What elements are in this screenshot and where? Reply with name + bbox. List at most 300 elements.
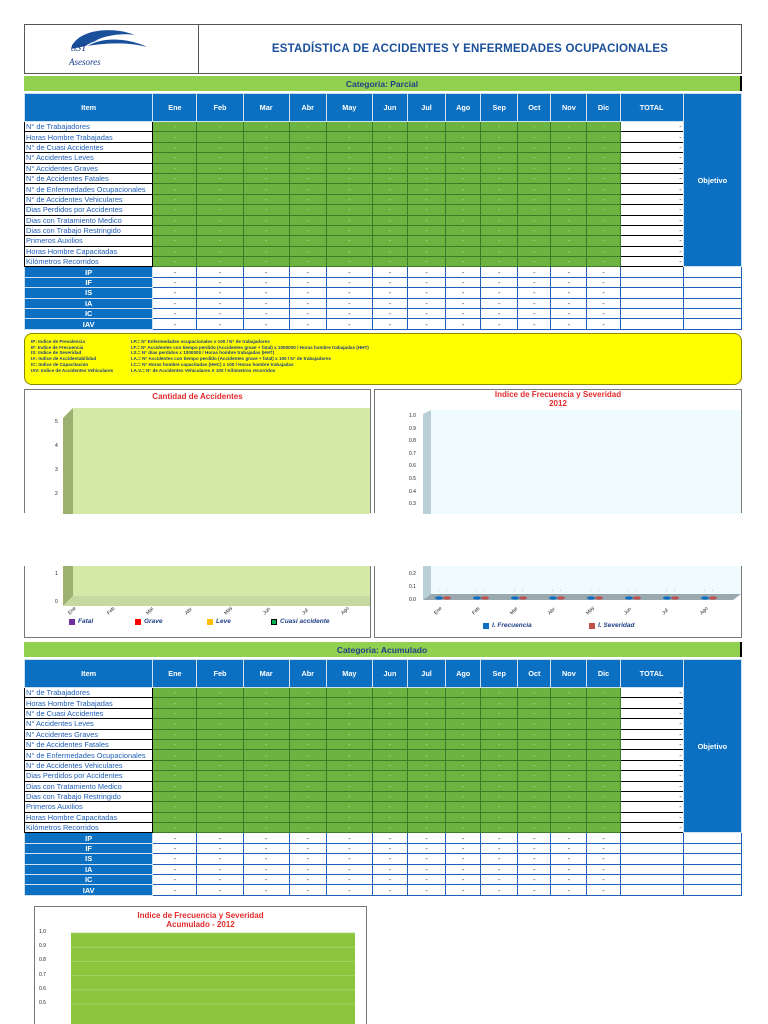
month-input-cell[interactable]: -: [197, 225, 243, 235]
month-input-cell[interactable]: -: [408, 194, 446, 204]
month-input-cell[interactable]: -: [243, 122, 289, 132]
month-input-cell[interactable]: -: [289, 781, 326, 791]
month-input-cell[interactable]: -: [446, 688, 481, 698]
month-input-cell[interactable]: -: [551, 719, 587, 729]
month-input-cell[interactable]: -: [289, 812, 326, 822]
month-input-cell[interactable]: -: [372, 729, 407, 739]
month-input-cell[interactable]: -: [326, 257, 372, 267]
month-input-cell[interactable]: -: [446, 750, 481, 760]
month-input-cell[interactable]: -: [243, 225, 289, 235]
month-input-cell[interactable]: -: [446, 257, 481, 267]
month-input-cell[interactable]: -: [587, 698, 620, 708]
month-input-cell[interactable]: -: [197, 194, 243, 204]
month-input-cell[interactable]: -: [243, 215, 289, 225]
month-input-cell[interactable]: -: [372, 173, 407, 183]
month-input-cell[interactable]: -: [446, 791, 481, 801]
month-input-cell[interactable]: -: [289, 153, 326, 163]
month-input-cell[interactable]: -: [243, 812, 289, 822]
month-input-cell[interactable]: -: [243, 823, 289, 833]
month-input-cell[interactable]: -: [153, 163, 197, 173]
month-input-cell[interactable]: -: [197, 688, 243, 698]
month-input-cell[interactable]: -: [551, 142, 587, 152]
month-input-cell[interactable]: -: [587, 163, 620, 173]
month-input-cell[interactable]: -: [481, 122, 518, 132]
month-input-cell[interactable]: -: [326, 205, 372, 215]
month-input-cell[interactable]: -: [587, 194, 620, 204]
month-input-cell[interactable]: -: [372, 771, 407, 781]
month-input-cell[interactable]: -: [289, 246, 326, 256]
month-input-cell[interactable]: -: [153, 812, 197, 822]
month-input-cell[interactable]: -: [446, 781, 481, 791]
month-input-cell[interactable]: -: [326, 791, 372, 801]
month-input-cell[interactable]: -: [446, 122, 481, 132]
month-input-cell[interactable]: -: [587, 205, 620, 215]
month-input-cell[interactable]: -: [481, 688, 518, 698]
month-input-cell[interactable]: -: [243, 246, 289, 256]
month-input-cell[interactable]: -: [481, 729, 518, 739]
month-input-cell[interactable]: -: [551, 153, 587, 163]
month-input-cell[interactable]: -: [243, 698, 289, 708]
month-input-cell[interactable]: -: [326, 708, 372, 718]
month-input-cell[interactable]: -: [243, 791, 289, 801]
month-input-cell[interactable]: -: [289, 225, 326, 235]
month-input-cell[interactable]: -: [551, 122, 587, 132]
month-input-cell[interactable]: -: [243, 760, 289, 770]
month-input-cell[interactable]: -: [197, 750, 243, 760]
month-input-cell[interactable]: -: [326, 236, 372, 246]
month-input-cell[interactable]: -: [326, 688, 372, 698]
month-input-cell[interactable]: -: [289, 257, 326, 267]
month-input-cell[interactable]: -: [243, 708, 289, 718]
month-input-cell[interactable]: -: [372, 184, 407, 194]
month-input-cell[interactable]: -: [153, 823, 197, 833]
month-input-cell[interactable]: -: [372, 823, 407, 833]
month-input-cell[interactable]: -: [446, 142, 481, 152]
month-input-cell[interactable]: -: [326, 184, 372, 194]
month-input-cell[interactable]: -: [326, 771, 372, 781]
month-input-cell[interactable]: -: [518, 781, 551, 791]
month-input-cell[interactable]: -: [243, 205, 289, 215]
month-input-cell[interactable]: -: [197, 719, 243, 729]
month-input-cell[interactable]: -: [587, 760, 620, 770]
month-input-cell[interactable]: -: [518, 688, 551, 698]
month-input-cell[interactable]: -: [408, 750, 446, 760]
month-input-cell[interactable]: -: [518, 132, 551, 142]
month-input-cell[interactable]: -: [551, 132, 587, 142]
month-input-cell[interactable]: -: [518, 823, 551, 833]
month-input-cell[interactable]: -: [153, 708, 197, 718]
month-input-cell[interactable]: -: [326, 132, 372, 142]
month-input-cell[interactable]: -: [518, 205, 551, 215]
month-input-cell[interactable]: -: [587, 781, 620, 791]
month-input-cell[interactable]: -: [481, 173, 518, 183]
month-input-cell[interactable]: -: [481, 698, 518, 708]
month-input-cell[interactable]: -: [587, 215, 620, 225]
month-input-cell[interactable]: -: [551, 802, 587, 812]
month-input-cell[interactable]: -: [518, 771, 551, 781]
month-input-cell[interactable]: -: [197, 760, 243, 770]
month-input-cell[interactable]: -: [551, 823, 587, 833]
month-input-cell[interactable]: -: [446, 163, 481, 173]
month-input-cell[interactable]: -: [518, 791, 551, 801]
month-input-cell[interactable]: -: [408, 215, 446, 225]
month-input-cell[interactable]: -: [551, 194, 587, 204]
month-input-cell[interactable]: -: [408, 698, 446, 708]
month-input-cell[interactable]: -: [518, 225, 551, 235]
month-input-cell[interactable]: -: [446, 184, 481, 194]
month-input-cell[interactable]: -: [518, 173, 551, 183]
month-input-cell[interactable]: -: [481, 812, 518, 822]
month-input-cell[interactable]: -: [326, 225, 372, 235]
month-input-cell[interactable]: -: [587, 257, 620, 267]
month-input-cell[interactable]: -: [289, 750, 326, 760]
month-input-cell[interactable]: -: [518, 257, 551, 267]
month-input-cell[interactable]: -: [446, 760, 481, 770]
month-input-cell[interactable]: -: [551, 205, 587, 215]
month-input-cell[interactable]: -: [153, 153, 197, 163]
month-input-cell[interactable]: -: [446, 812, 481, 822]
month-input-cell[interactable]: -: [243, 688, 289, 698]
month-input-cell[interactable]: -: [372, 246, 407, 256]
month-input-cell[interactable]: -: [326, 781, 372, 791]
month-input-cell[interactable]: -: [326, 729, 372, 739]
month-input-cell[interactable]: -: [289, 132, 326, 142]
month-input-cell[interactable]: -: [372, 122, 407, 132]
month-input-cell[interactable]: -: [289, 739, 326, 749]
month-input-cell[interactable]: -: [481, 225, 518, 235]
month-input-cell[interactable]: -: [243, 739, 289, 749]
month-input-cell[interactable]: -: [446, 802, 481, 812]
month-input-cell[interactable]: -: [481, 163, 518, 173]
month-input-cell[interactable]: -: [197, 771, 243, 781]
month-input-cell[interactable]: -: [551, 812, 587, 822]
month-input-cell[interactable]: -: [408, 142, 446, 152]
month-input-cell[interactable]: -: [551, 698, 587, 708]
month-input-cell[interactable]: -: [197, 708, 243, 718]
month-input-cell[interactable]: -: [551, 739, 587, 749]
month-input-cell[interactable]: -: [289, 205, 326, 215]
month-input-cell[interactable]: -: [372, 236, 407, 246]
month-input-cell[interactable]: -: [518, 236, 551, 246]
month-input-cell[interactable]: -: [153, 205, 197, 215]
month-input-cell[interactable]: -: [326, 823, 372, 833]
month-input-cell[interactable]: -: [481, 771, 518, 781]
month-input-cell[interactable]: -: [243, 719, 289, 729]
month-input-cell[interactable]: -: [408, 122, 446, 132]
month-input-cell[interactable]: -: [197, 132, 243, 142]
month-input-cell[interactable]: -: [551, 257, 587, 267]
month-input-cell[interactable]: -: [289, 729, 326, 739]
month-input-cell[interactable]: -: [153, 802, 197, 812]
month-input-cell[interactable]: -: [326, 719, 372, 729]
month-input-cell[interactable]: -: [446, 708, 481, 718]
month-input-cell[interactable]: -: [372, 698, 407, 708]
month-input-cell[interactable]: -: [197, 215, 243, 225]
month-input-cell[interactable]: -: [481, 205, 518, 215]
month-input-cell[interactable]: -: [372, 205, 407, 215]
month-input-cell[interactable]: -: [481, 760, 518, 770]
month-input-cell[interactable]: -: [197, 153, 243, 163]
month-input-cell[interactable]: -: [518, 719, 551, 729]
month-input-cell[interactable]: -: [446, 173, 481, 183]
month-input-cell[interactable]: -: [243, 781, 289, 791]
month-input-cell[interactable]: -: [518, 802, 551, 812]
month-input-cell[interactable]: -: [372, 739, 407, 749]
month-input-cell[interactable]: -: [197, 257, 243, 267]
month-input-cell[interactable]: -: [197, 122, 243, 132]
month-input-cell[interactable]: -: [243, 771, 289, 781]
month-input-cell[interactable]: -: [408, 236, 446, 246]
month-input-cell[interactable]: -: [289, 236, 326, 246]
month-input-cell[interactable]: -: [408, 246, 446, 256]
month-input-cell[interactable]: -: [153, 698, 197, 708]
month-input-cell[interactable]: -: [551, 215, 587, 225]
month-input-cell[interactable]: -: [551, 236, 587, 246]
month-input-cell[interactable]: -: [289, 215, 326, 225]
month-input-cell[interactable]: -: [197, 142, 243, 152]
month-input-cell[interactable]: -: [446, 236, 481, 246]
month-input-cell[interactable]: -: [372, 153, 407, 163]
month-input-cell[interactable]: -: [197, 184, 243, 194]
month-input-cell[interactable]: -: [551, 791, 587, 801]
month-input-cell[interactable]: -: [446, 215, 481, 225]
month-input-cell[interactable]: -: [372, 791, 407, 801]
month-input-cell[interactable]: -: [587, 132, 620, 142]
month-input-cell[interactable]: -: [153, 194, 197, 204]
month-input-cell[interactable]: -: [446, 246, 481, 256]
month-input-cell[interactable]: -: [153, 729, 197, 739]
month-input-cell[interactable]: -: [372, 719, 407, 729]
month-input-cell[interactable]: -: [243, 802, 289, 812]
month-input-cell[interactable]: -: [587, 688, 620, 698]
month-input-cell[interactable]: -: [408, 205, 446, 215]
month-input-cell[interactable]: -: [587, 236, 620, 246]
month-input-cell[interactable]: -: [197, 246, 243, 256]
month-input-cell[interactable]: -: [481, 802, 518, 812]
month-input-cell[interactable]: -: [326, 812, 372, 822]
month-input-cell[interactable]: -: [481, 781, 518, 791]
month-input-cell[interactable]: -: [551, 750, 587, 760]
month-input-cell[interactable]: -: [197, 739, 243, 749]
month-input-cell[interactable]: -: [326, 246, 372, 256]
month-input-cell[interactable]: -: [243, 194, 289, 204]
month-input-cell[interactable]: -: [289, 802, 326, 812]
month-input-cell[interactable]: -: [326, 194, 372, 204]
month-input-cell[interactable]: -: [587, 225, 620, 235]
month-input-cell[interactable]: -: [518, 153, 551, 163]
month-input-cell[interactable]: -: [408, 708, 446, 718]
month-input-cell[interactable]: -: [289, 771, 326, 781]
month-input-cell[interactable]: -: [551, 246, 587, 256]
month-input-cell[interactable]: -: [372, 750, 407, 760]
month-input-cell[interactable]: -: [446, 823, 481, 833]
month-input-cell[interactable]: -: [243, 184, 289, 194]
month-input-cell[interactable]: -: [243, 173, 289, 183]
month-input-cell[interactable]: -: [408, 688, 446, 698]
month-input-cell[interactable]: -: [446, 153, 481, 163]
month-input-cell[interactable]: -: [518, 215, 551, 225]
month-input-cell[interactable]: -: [153, 257, 197, 267]
month-input-cell[interactable]: -: [289, 142, 326, 152]
month-input-cell[interactable]: -: [408, 153, 446, 163]
month-input-cell[interactable]: -: [587, 812, 620, 822]
month-input-cell[interactable]: -: [326, 750, 372, 760]
month-input-cell[interactable]: -: [481, 142, 518, 152]
month-input-cell[interactable]: -: [551, 225, 587, 235]
month-input-cell[interactable]: -: [587, 153, 620, 163]
month-input-cell[interactable]: -: [243, 132, 289, 142]
month-input-cell[interactable]: -: [326, 163, 372, 173]
month-input-cell[interactable]: -: [481, 750, 518, 760]
month-input-cell[interactable]: -: [153, 122, 197, 132]
month-input-cell[interactable]: -: [481, 791, 518, 801]
month-input-cell[interactable]: -: [481, 236, 518, 246]
month-input-cell[interactable]: -: [551, 163, 587, 173]
month-input-cell[interactable]: -: [408, 823, 446, 833]
month-input-cell[interactable]: -: [551, 184, 587, 194]
month-input-cell[interactable]: -: [518, 194, 551, 204]
month-input-cell[interactable]: -: [587, 246, 620, 256]
month-input-cell[interactable]: -: [243, 163, 289, 173]
month-input-cell[interactable]: -: [518, 760, 551, 770]
month-input-cell[interactable]: -: [197, 236, 243, 246]
month-input-cell[interactable]: -: [587, 142, 620, 152]
month-input-cell[interactable]: -: [197, 781, 243, 791]
month-input-cell[interactable]: -: [446, 771, 481, 781]
month-input-cell[interactable]: -: [372, 163, 407, 173]
month-input-cell[interactable]: -: [481, 708, 518, 718]
month-input-cell[interactable]: -: [481, 719, 518, 729]
month-input-cell[interactable]: -: [587, 708, 620, 718]
month-input-cell[interactable]: -: [408, 184, 446, 194]
month-input-cell[interactable]: -: [481, 153, 518, 163]
month-input-cell[interactable]: -: [153, 791, 197, 801]
month-input-cell[interactable]: -: [153, 184, 197, 194]
month-input-cell[interactable]: -: [408, 791, 446, 801]
month-input-cell[interactable]: -: [518, 739, 551, 749]
month-input-cell[interactable]: -: [289, 122, 326, 132]
month-input-cell[interactable]: -: [446, 729, 481, 739]
month-input-cell[interactable]: -: [551, 771, 587, 781]
month-input-cell[interactable]: -: [587, 802, 620, 812]
month-input-cell[interactable]: -: [481, 823, 518, 833]
month-input-cell[interactable]: -: [518, 698, 551, 708]
month-input-cell[interactable]: -: [518, 812, 551, 822]
month-input-cell[interactable]: -: [243, 142, 289, 152]
month-input-cell[interactable]: -: [408, 719, 446, 729]
month-input-cell[interactable]: -: [446, 739, 481, 749]
month-input-cell[interactable]: -: [289, 688, 326, 698]
month-input-cell[interactable]: -: [197, 163, 243, 173]
month-input-cell[interactable]: -: [372, 781, 407, 791]
month-input-cell[interactable]: -: [197, 823, 243, 833]
month-input-cell[interactable]: -: [153, 173, 197, 183]
month-input-cell[interactable]: -: [518, 184, 551, 194]
month-input-cell[interactable]: -: [551, 708, 587, 718]
month-input-cell[interactable]: -: [408, 781, 446, 791]
month-input-cell[interactable]: -: [551, 729, 587, 739]
month-input-cell[interactable]: -: [408, 760, 446, 770]
month-input-cell[interactable]: -: [197, 698, 243, 708]
month-input-cell[interactable]: -: [446, 205, 481, 215]
month-input-cell[interactable]: -: [153, 688, 197, 698]
month-input-cell[interactable]: -: [326, 802, 372, 812]
month-input-cell[interactable]: -: [372, 760, 407, 770]
month-input-cell[interactable]: -: [408, 132, 446, 142]
month-input-cell[interactable]: -: [153, 771, 197, 781]
month-input-cell[interactable]: -: [153, 719, 197, 729]
month-input-cell[interactable]: -: [446, 132, 481, 142]
month-input-cell[interactable]: -: [153, 225, 197, 235]
month-input-cell[interactable]: -: [408, 225, 446, 235]
month-input-cell[interactable]: -: [372, 802, 407, 812]
month-input-cell[interactable]: -: [197, 791, 243, 801]
month-input-cell[interactable]: -: [289, 708, 326, 718]
month-input-cell[interactable]: -: [153, 760, 197, 770]
month-input-cell[interactable]: -: [518, 122, 551, 132]
month-input-cell[interactable]: -: [372, 142, 407, 152]
month-input-cell[interactable]: -: [587, 184, 620, 194]
month-input-cell[interactable]: -: [408, 729, 446, 739]
month-input-cell[interactable]: -: [326, 142, 372, 152]
month-input-cell[interactable]: -: [587, 750, 620, 760]
month-input-cell[interactable]: -: [587, 122, 620, 132]
month-input-cell[interactable]: -: [372, 194, 407, 204]
month-input-cell[interactable]: -: [518, 729, 551, 739]
month-input-cell[interactable]: -: [243, 257, 289, 267]
month-input-cell[interactable]: -: [551, 688, 587, 698]
month-input-cell[interactable]: -: [551, 781, 587, 791]
month-input-cell[interactable]: -: [289, 184, 326, 194]
month-input-cell[interactable]: -: [326, 153, 372, 163]
month-input-cell[interactable]: -: [408, 739, 446, 749]
month-input-cell[interactable]: -: [197, 173, 243, 183]
month-input-cell[interactable]: -: [153, 781, 197, 791]
month-input-cell[interactable]: -: [326, 760, 372, 770]
month-input-cell[interactable]: -: [481, 246, 518, 256]
month-input-cell[interactable]: -: [326, 173, 372, 183]
month-input-cell[interactable]: -: [446, 698, 481, 708]
month-input-cell[interactable]: -: [197, 205, 243, 215]
month-input-cell[interactable]: -: [243, 750, 289, 760]
month-input-cell[interactable]: -: [153, 132, 197, 142]
month-input-cell[interactable]: -: [518, 708, 551, 718]
month-input-cell[interactable]: -: [197, 812, 243, 822]
month-input-cell[interactable]: -: [587, 791, 620, 801]
month-input-cell[interactable]: -: [481, 257, 518, 267]
month-input-cell[interactable]: -: [153, 236, 197, 246]
month-input-cell[interactable]: -: [153, 246, 197, 256]
month-input-cell[interactable]: -: [587, 739, 620, 749]
month-input-cell[interactable]: -: [197, 802, 243, 812]
month-input-cell[interactable]: -: [551, 760, 587, 770]
month-input-cell[interactable]: -: [326, 215, 372, 225]
month-input-cell[interactable]: -: [372, 132, 407, 142]
month-input-cell[interactable]: -: [446, 225, 481, 235]
month-input-cell[interactable]: -: [408, 812, 446, 822]
month-input-cell[interactable]: -: [518, 163, 551, 173]
month-input-cell[interactable]: -: [408, 771, 446, 781]
month-input-cell[interactable]: -: [518, 246, 551, 256]
month-input-cell[interactable]: -: [326, 698, 372, 708]
month-input-cell[interactable]: -: [372, 688, 407, 698]
month-input-cell[interactable]: -: [153, 142, 197, 152]
month-input-cell[interactable]: -: [289, 823, 326, 833]
month-input-cell[interactable]: -: [197, 729, 243, 739]
month-input-cell[interactable]: -: [408, 257, 446, 267]
month-input-cell[interactable]: -: [551, 173, 587, 183]
month-input-cell[interactable]: -: [446, 719, 481, 729]
